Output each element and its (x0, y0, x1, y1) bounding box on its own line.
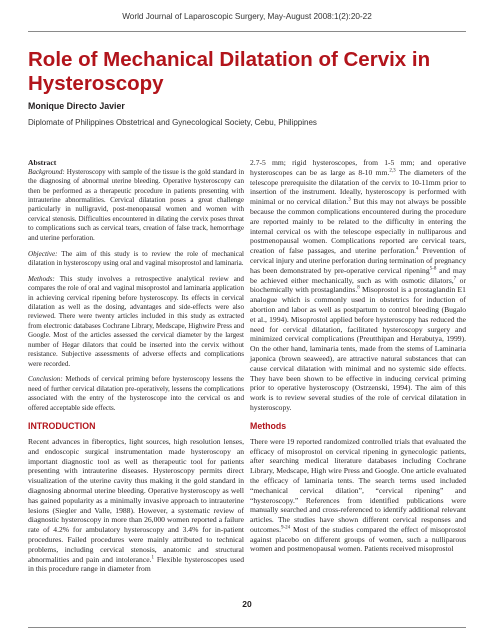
methods-heading: Methods (250, 420, 287, 431)
reference-marker: 8 (357, 285, 360, 291)
abstract-heading: Abstract (28, 158, 57, 167)
methods-label: Methods: (28, 274, 55, 283)
introduction-text: Recent advances in fiberoptics, light sources, high resolution lenses, and endoscopic surgical instrumentation made hysteroscopy an important diagnostic tool as well as therapeutic tool for patients presenting with intrauterine diseases. Hysteroscopy permits direct visualization of the uterine cavity thus making it the gold standard in diagnosing abnormal uterine bleeding. Operative hysteroscopy as well has gained popularity as a minimally invasive approach to intrauterine lesions (Siegler and Valle, 1988). However, a systematic review of diagnostic hysteroscopy in more than 26,000 women reported a failure rate of 4.2% for ambulatory hysteroscopy and 3.4% for in-patient procedures. Failed procedures were mainly attributed to technical problems, including cervical stenosis, anatomic and structural abnormalities and pain and intolerance. (28, 437, 244, 564)
reference-marker: 1 (151, 555, 154, 561)
methods-text-2: Most of the studies compared the effect of misoprostol against placebo on different groups of women, such a nulliparous women and postmenopausal women. Patients received misoprostol (250, 524, 466, 554)
methods-text-1: There were 19 reported randomized controlled trials that evaluated the efficacy of misoprostol on cervical ripening in gynecologic patients, after searching medical literature databases including Cochrane Library, Medscape, High wire Press and Google. One article evaluated the efficacy of laminaria tents. The search terms used included “mechanical cervical dilation”, “cervical ripening” and “hysteroscopy.” References from identified publications were manually searched and cross-referenced to identify additional relevant articles. The studies have shown different cervical responses and outcomes. (250, 436, 466, 534)
author-affiliation: Diplomate of Philippines Obstetrical and Gynecological Society, Cebu, Philippines (28, 118, 317, 127)
right-text-4: Prevention of cervical injury and uterine perforation during termination of pregnancy has been demonstrated by pre-operative cervical ripening (250, 246, 466, 275)
article-title: Role of Mechanical Dilatation of Cervix in Hysteroscopy (28, 48, 431, 95)
methods-paragraph (250, 437, 466, 555)
right-text-5: and may be achieved either mechanically, such as with osmotic dilators, (250, 265, 466, 285)
abstract-conclusion (28, 375, 244, 413)
background-label: Background: (28, 167, 65, 176)
reference-marker: 5-8 (429, 266, 437, 272)
right-text-7: Misoprostol is a prostaglandin E1 analogue which is commonly used in obstetrics for induction of abortion and labor as well as postpartum to control bleeding (Bugalo et al., 1994). Misoprostol applied before hysteroscopy has reduced the need for cervical dilatation, facilitated hysteroscopy surgery and minimized cervical complications (Preutthipan and Herabutya, 1999). On the other hand, laminaria tents, made from the stems of Laminaria japonica (brown seaweed), are attractive natural substances that can cause cervical dilatation with minimal and no systemic side effects. They have been shown to be effective in inducing cervical priming prior to operative hysteroscopy (Ostrzenski, 1994). The aim of this work is to review several studies of the role of cervical dilatation in hysteroscopy. (250, 285, 466, 412)
reference-marker: 4 (416, 246, 419, 252)
abstract-block (28, 158, 244, 413)
introduction-heading: INTRODUCTION (28, 421, 96, 432)
author-name: Monique Directo Javier (28, 101, 125, 111)
introduction-tail: Flexible hysteroscopes used in this procedure range in diameter from (28, 554, 244, 574)
abstract-objective (28, 250, 244, 269)
introduction-paragraph (28, 437, 244, 574)
left-column (28, 158, 244, 581)
reference-marker: 3 (348, 197, 351, 203)
objective-label: Objective: (28, 249, 58, 258)
reference-marker: 7 (453, 276, 457, 282)
header-rule (28, 31, 466, 32)
background-text: Hysteroscopy with sample of the tissue is the gold standard in the diagnosing of abnormal uterine bleeding. Operative hysteroscopy can then be performed as a therapeutic procedure in patients presenting with intrauterine abnormalities. Cervical dilatation poses a great challenge particularly in nulligravid, post-menopausal women and women with cervical stenosis. Difficulties encountered in dilating the cervix poses threat to complications such as cervical tears, creation of false track, hemorrhage and uterine perforation. (28, 167, 244, 242)
methods-text: This study involves a retrospective analytical review and compares the role of oral and vaginal misoprostol and laminaria application in achieving cervical ripening before hysteroscopy. Its effects in cervical dilatation as well as the dosing, advantages and side-effects were also reviewed. There were twenty articles included in this study as extracted from electronic databases Cochrane Library, Medscape, Highwire Press and Google. Most of the articles assessed the cervical diameter by the largest number of Hegar dilators that could be inserted into the cervix without resistance. Subjective assessments of adverse effects and complications were recorded. (28, 274, 244, 368)
conclusion-text: Methods of cervical priming before hysteroscopy lessens the need of further cervical dilatation pre-operatively, lessens the complications associated with the entry of the hysteroscope into the cervical os and offered acceptable side effects. (28, 375, 244, 412)
page-number: 20 (242, 599, 252, 609)
right-text-1: 2.7-5 mm; rigid hysteroscopes, from 1-5 mm; and operative hysteroscopes can be as large as 8-10 mm. (250, 158, 466, 177)
reference-marker: 9-24 (281, 525, 291, 531)
right-text-3: But this may not always be possible because the common complications encountered during the procedure are reported mainly to be related to the difficulty in entering the internal cervical os with the telescope especially in nulliparous and postmenopausal women. Complications reported are cervical tears, creation of false passages, and uterine perforation. (250, 197, 467, 256)
objective-text: The aim of this study is to review the role of mechanical dilatation in hysteroscopy using oral and vaginal misoprostol and laminaria. (28, 249, 244, 267)
abstract-background (28, 168, 244, 243)
right-paragraph (250, 158, 466, 413)
right-text-2: The diameters of the telescope prerequisite the dilatation of the cervix to 10-11mm prior to insertion of the instrument. Ideally, hysteroscopy is performed with minimal or no cervical dilation. (250, 167, 467, 207)
right-text-6: or biochemically with prostaglandins. (250, 275, 466, 295)
journal-header: World Journal of Laparoscopic Surgery, May-August 2008:1(2):20-22 (122, 12, 372, 21)
footer-rule (28, 627, 466, 628)
abstract-methods (28, 275, 244, 369)
conclusion-label: Conclusion: (28, 375, 63, 384)
right-column (250, 158, 466, 561)
reference-marker: 2,3 (389, 168, 396, 174)
